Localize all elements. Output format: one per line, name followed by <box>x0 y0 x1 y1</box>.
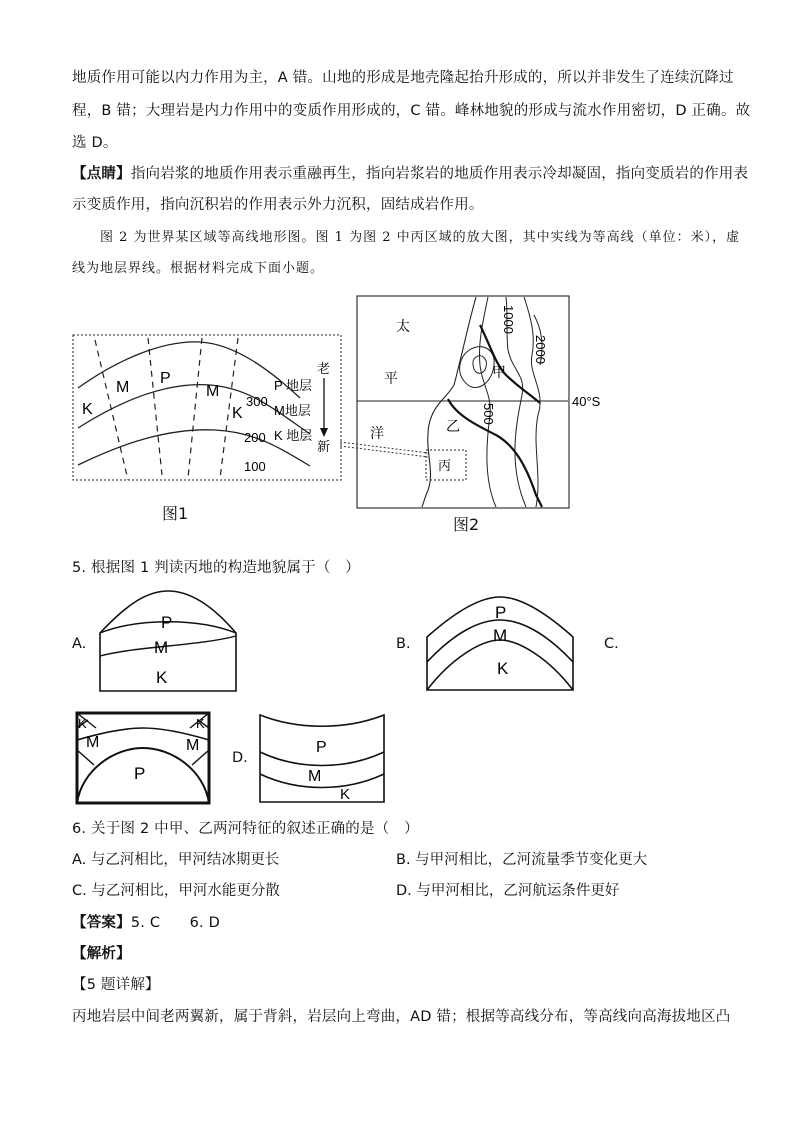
para-line-2: 程，B 错；大理岩是内力作用中的变质作用形成的，C 错。峰林地貌的形成与流水作用密切，D 正确。故 <box>72 103 751 119</box>
q5-option-b-label: B. <box>396 636 411 652</box>
dianjing-line-2: 示变质作用，指向沉积岩的作用表示外力沉积，固结成岩作用。 <box>72 197 484 213</box>
q5b-layer-p: P <box>495 603 507 622</box>
q5c-layer-p: P <box>134 764 146 783</box>
fig1-legend-p: P 地层 <box>274 378 313 393</box>
figure-2 <box>356 295 616 510</box>
q6-stem: 6. 关于图 2 中甲、乙两河特征的叙述正确的是（ ） <box>72 821 419 837</box>
fig2-contour-500: 500 <box>481 403 496 425</box>
fig2-ocean-2: 平 <box>384 370 398 386</box>
analysis-tag: 【解析】 <box>72 946 131 962</box>
fig1-contour-300: 300 <box>246 394 268 409</box>
detail5-line-1: 丙地岩层中间老两翼新，属于背斜，岩层向上弯曲，AD 错；根据等高线分布，等高线向高海拔地区凸 <box>72 1009 731 1025</box>
q6-option-c: C. 与乙河相比，甲河水能更分散 <box>72 883 280 899</box>
fig1-legend-k: K 地层 <box>274 428 313 443</box>
q5a-layer-k: K <box>156 668 168 687</box>
answer-line <box>72 911 220 932</box>
material-line-2: 线为地层界线。根据材料完成下面小题。 <box>72 261 325 276</box>
fig2-caption: 图2 <box>453 515 480 534</box>
q5a-layer-m: M <box>154 638 169 657</box>
q6-option-b: B. 与甲河相比，乙河流量季节变化更大 <box>396 852 648 868</box>
fig2-ocean-1: 太 <box>396 318 410 334</box>
q6-option-d: D. 与甲河相比，乙河航运条件更好 <box>396 883 620 899</box>
material-line-1: 图 2 为世界某区域等高线地形图。图 1 为图 2 中丙区域的放大图，其中实线为等高线（单位：米），虚 <box>100 230 741 245</box>
q6-option-a: A. 与乙河相比，甲河结冰期更长 <box>72 852 280 868</box>
q5-option-a-diagram <box>98 588 238 693</box>
para-line-3: 选 D。 <box>72 135 118 151</box>
q5c-layer-m-left: M <box>86 734 100 751</box>
q5-option-d-label: D. <box>232 750 248 766</box>
fig1-label-p: P <box>160 370 171 387</box>
fig1-label-k-left: K <box>82 401 93 418</box>
fig2-latitude: 40°S <box>572 394 601 409</box>
fig2-river-jia: 甲 <box>492 364 506 380</box>
q5a-layer-p: P <box>161 613 173 632</box>
para-line-1: 地质作用可能以内力作用为主，A 错。山地的形成是地壳隆起抬升形成的，所以并非发生了连续沉降过 <box>72 70 734 86</box>
q5c-layer-m-right: M <box>186 737 200 754</box>
fig1-contour-100: 100 <box>244 459 266 474</box>
fig2-ocean-3: 洋 <box>370 425 384 441</box>
fig1-label-m-right: M <box>206 383 220 400</box>
answer-text: 5. C 6. D <box>130 915 220 931</box>
dianjing-text-1: 指向岩浆的地质作用表示重融再生，指向岩浆岩的地质作用表示冷却凝固，指向变质岩的作用表 <box>130 166 749 182</box>
fig1-new-label: 新 <box>317 439 331 454</box>
q5-option-c-diagram <box>74 710 214 806</box>
fig2-contour-2000: 2000 <box>533 335 548 364</box>
fig1-legend-m: M地层 <box>274 403 311 418</box>
fig2-box-bing: 丙 <box>438 458 452 473</box>
fig1-label-k-right: K <box>232 405 243 422</box>
q5d-layer-m: M <box>308 768 322 785</box>
dianjing-line-1 <box>72 162 748 183</box>
dianjing-tag: 【点睛】 <box>72 166 131 182</box>
arrow-head-icon <box>320 428 328 437</box>
fig1-caption: 图1 <box>162 504 189 523</box>
q5b-layer-k: K <box>497 659 509 678</box>
fig2-contour-1000: 1000 <box>501 305 516 334</box>
q5d-layer-p: P <box>316 739 327 756</box>
q5-option-a-label: A. <box>72 636 87 652</box>
fig2-river-yi: 乙 <box>446 418 460 434</box>
detail5-tag: 【5 题详解】 <box>72 977 160 993</box>
q5d-layer-k: K <box>340 786 351 803</box>
q5-stem: 5. 根据图 1 判读丙地的构造地貌属于（ ） <box>72 560 360 576</box>
q5c-layer-k-left: K <box>78 716 87 731</box>
q5c-layer-k-right: K <box>196 716 205 731</box>
fig1-contour-200: 200 <box>244 430 266 445</box>
q5-option-c-label: C. <box>604 636 619 652</box>
q5-option-d-diagram <box>258 712 386 804</box>
fig1-label-m-left: M <box>116 379 130 396</box>
q5-option-b-diagram <box>425 592 575 692</box>
answer-tag: 【答案】 <box>72 915 131 931</box>
q5b-layer-m: M <box>493 626 508 645</box>
fig1-old-label: 老 <box>317 361 331 376</box>
figure-1 <box>70 330 350 485</box>
